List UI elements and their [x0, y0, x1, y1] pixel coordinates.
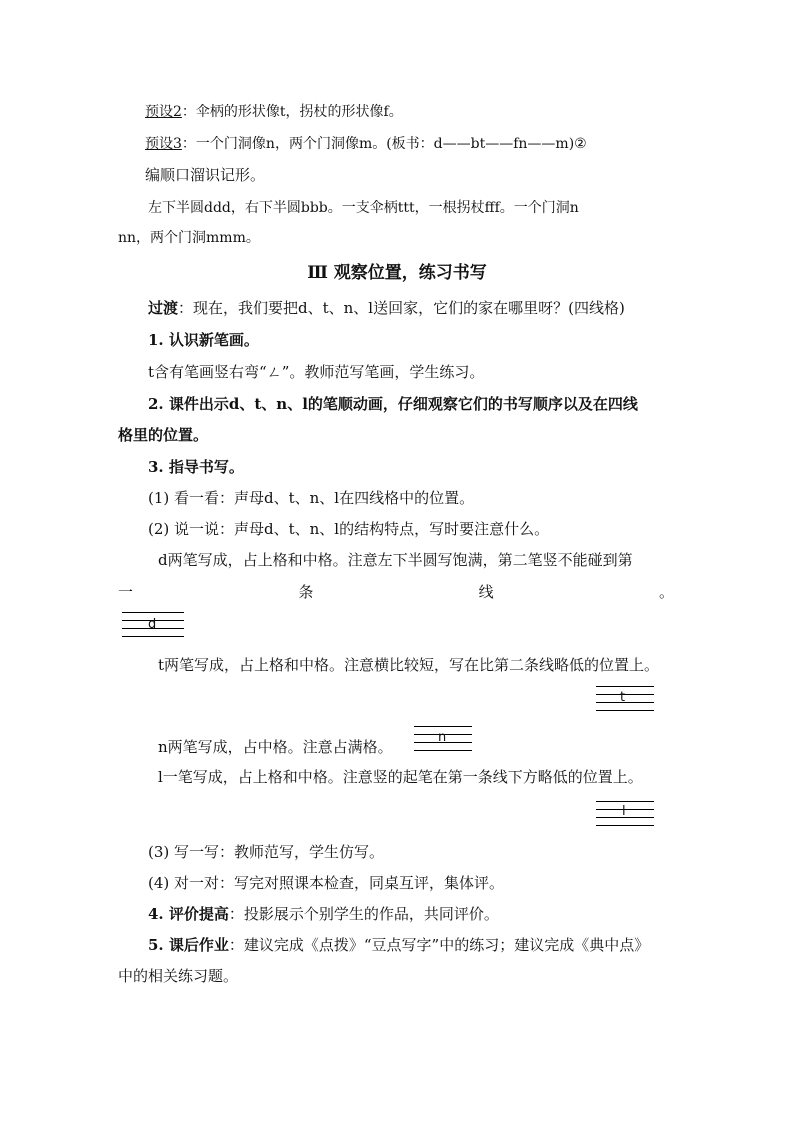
preset-3-text: ：一个门洞像n，两个门洞像m。(板书：d——bt——fn——m)②	[181, 136, 587, 152]
d-word-3: 线	[478, 583, 494, 601]
step-3-look: (1) 看一看：声母d、t、n、l在四线格中的位置。	[148, 489, 475, 507]
step-5-label: 5. 课后作业	[148, 936, 229, 954]
step-3-write: (3) 写一写：教师范写，学生仿写。	[148, 843, 385, 861]
step-2-line-1: 2. 课件出示d、t、n、l的笔顺动画，仔细观察它们的书写顺序以及在四线	[148, 395, 638, 413]
four-line-grid-l	[596, 801, 654, 827]
step-4-label: 4. 评价提高	[148, 905, 229, 923]
step-3-say: (2) 说一说：声母d、t、n、l的结构特点，写时要注意什么。	[148, 520, 550, 538]
four-line-grid-n	[414, 726, 472, 752]
d-description: d两笔写成，占上格和中格。注意左下半圆写饱满，第二笔竖不能碰到第	[158, 551, 633, 569]
d-word-4: 。	[658, 583, 674, 601]
rhyme-line-2: nn，两个门洞mmm。	[118, 230, 260, 246]
transition-label: 过渡	[148, 299, 179, 317]
letter-t: t	[620, 690, 626, 705]
four-line-grid-d	[122, 612, 184, 638]
l-description: l一笔写成，占上格和中格。注意竖的起笔在第一条线下方略低的位置上。	[158, 768, 643, 786]
preset-3-line	[145, 134, 587, 154]
preset-3-label: 预设3	[145, 136, 182, 152]
letter-d: d	[148, 617, 157, 632]
transition-text: ：现在，我们要把d、t、n、l送回家，它们的家在哪里呀？(四线格)	[178, 299, 625, 317]
preset-2-text: ：伞柄的形状像t，拐杖的形状像f。	[181, 104, 403, 120]
step-1-text: t含有笔画竖右弯“ㄥ”。教师范写笔画，学生练习。	[148, 363, 485, 381]
step-2-line-2: 格里的位置。	[118, 426, 209, 444]
t-description: t两笔写成，占上格和中格。注意横比较短，写在比第二条线略低的位置上。	[158, 656, 660, 674]
preset-2-line	[145, 102, 403, 122]
rhyme-line-1: 左下半圆ddd，右下半圆bbb。一支伞柄ttt，一根拐杖fff。一个门洞n	[148, 200, 579, 216]
step-5-line	[148, 935, 649, 955]
transition-line	[148, 298, 625, 318]
n-description: n两笔写成，占中格。注意占满格。	[158, 738, 393, 756]
section-heading: Ⅲ 观察位置，练习书写	[307, 263, 487, 283]
step-4-text: ：投影展示个别学生的作品，共同评价。	[228, 905, 499, 923]
step-3-title: 3. 指导书写。	[148, 458, 244, 476]
step-5-continuation: 中的相关练习题。	[118, 967, 239, 985]
preset-3-continuation: 编顺口溜识记形。	[145, 166, 266, 184]
step-3-check: (4) 对一对：写完对照课本检查，同桌互评，集体评。	[148, 874, 505, 892]
step-1-title: 1. 认识新笔画。	[148, 331, 259, 349]
d-description-continuation	[118, 582, 674, 602]
step-5-text: ：建议完成《点拨》“豆点写字”中的练习；建议完成《典中点》	[228, 936, 650, 954]
four-line-grid-t	[596, 686, 654, 712]
preset-2-label: 预设2	[145, 104, 182, 120]
d-word-1: 一	[118, 583, 134, 601]
d-word-2: 条	[298, 583, 314, 601]
step-4-line	[148, 904, 499, 924]
letter-l: l	[622, 804, 626, 819]
letter-n: n	[438, 730, 447, 745]
